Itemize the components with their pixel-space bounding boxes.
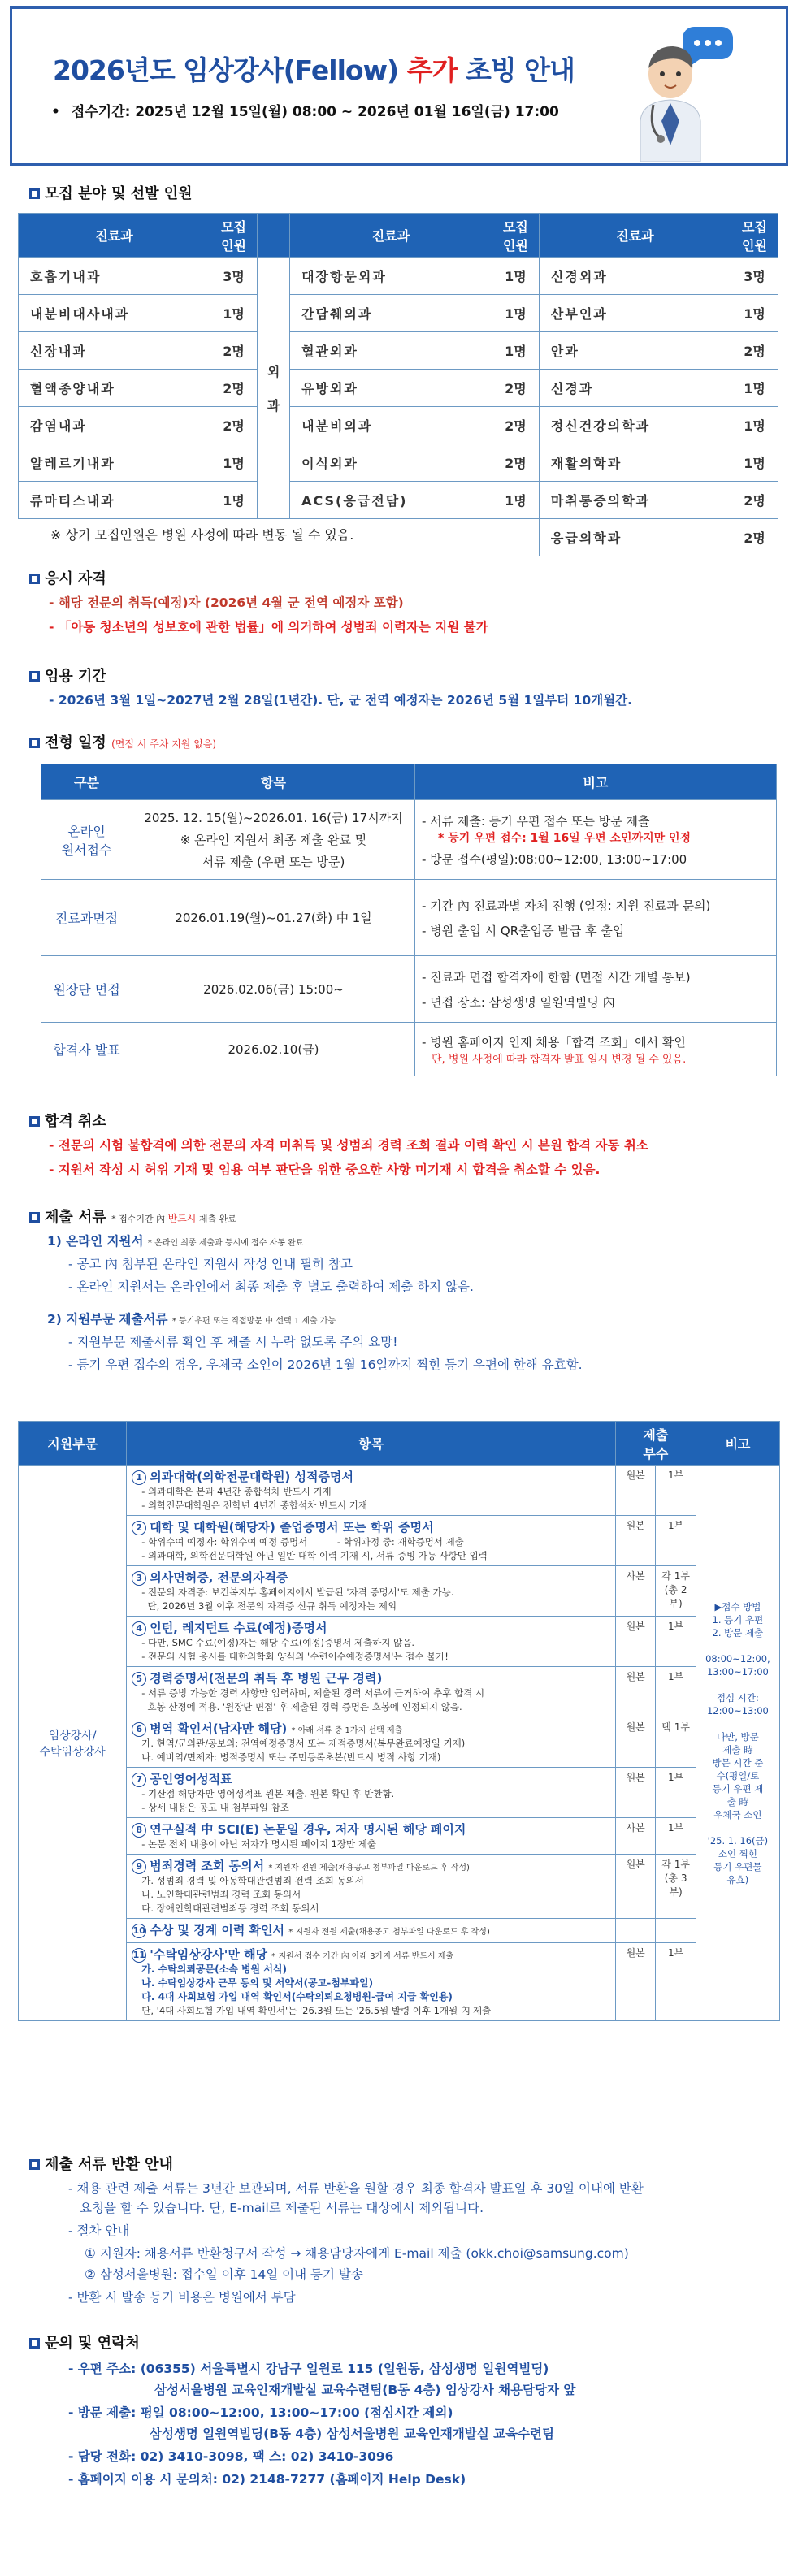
- col-dept-1: 진료과: [19, 214, 210, 258]
- col-dept-3: 진료과: [539, 214, 731, 258]
- doc-item: 6 병역 확인서(남자만 해당) * 아래 서류 중 1가지 선택 제출 가. 현역/군의관/공보의: 전역예정증명서 또는 제적증명서(복무완료예정일 기재) 나. 예비역/면제자: 병적증명서 또는 주민등록초본(반드시 병적 사항 기재): [127, 1717, 616, 1768]
- dept-count: 1명: [492, 332, 539, 370]
- doc-type: 원본: [615, 1768, 655, 1818]
- dept-name: 신경외과: [539, 258, 731, 295]
- online-line-1: - 공고 內 첨부된 온라인 지원서 작성 안내 필히 참고: [68, 1257, 353, 1271]
- paper-line-2: - 등기 우편 접수의 경우, 우체국 소인이 2026년 1월 16일까지 찍힌 등기 우편에 한해 유효함.: [68, 1357, 583, 1372]
- schedule-row-dept-interview: 진료과면접: [41, 880, 132, 956]
- doc-item: 7 공인영어성적표 - 기산점 해당자만 영어성적표 원본 제출. 원본 확인 후 반환함. - 상세 내용은 공고 내 첨부파일 참조: [127, 1768, 616, 1818]
- doc-type: 원본: [615, 1617, 655, 1667]
- return-line-5: - 반환 시 발송 등기 비용은 병원에서 부담: [68, 2290, 296, 2305]
- dept-count: 3명: [731, 258, 778, 295]
- dept-name: 대장항문외과: [290, 258, 492, 295]
- return-line-4: ② 삼성서울병원: 접수일 이후 14일 이내 등기 발송: [85, 2267, 363, 2282]
- dept-count: 1명: [731, 407, 778, 444]
- dept-name: 재활의학과: [539, 444, 731, 482]
- dept-name: 안과: [539, 332, 731, 370]
- docs-col-count: 제출 부수: [615, 1422, 696, 1466]
- dept-count: 1명: [492, 295, 539, 332]
- doctor-illustration-icon: [634, 24, 739, 162]
- doc-count: 1부: [656, 1943, 696, 2021]
- dept-count: 2명: [731, 482, 778, 519]
- schedule-row-online: 온라인 원서접수: [41, 800, 132, 880]
- docs-col-remark: 비고: [696, 1422, 779, 1466]
- doc-type: 원본: [615, 1466, 655, 1516]
- documents-table: [18, 1421, 780, 2021]
- dept-name: 내분비대사내과: [19, 295, 210, 332]
- dept-name: 감염내과: [19, 407, 210, 444]
- cancel-line-2: - 지원서 작성 시 허위 기재 및 임용 여부 판단을 위한 중요한 사항 미기재 시 합격을 취소할 수 있음.: [49, 1162, 601, 1177]
- section-schedule-title: 전형 일정 (면접 시 주차 지원 없음): [29, 731, 216, 752]
- section-recruit-title: 모집 분야 및 선발 인원: [29, 182, 193, 203]
- header-box: [10, 6, 788, 166]
- schedule-col-item: 항목: [132, 764, 415, 800]
- doc-item: 11 '수탁임상강사'만 해당 * 지원서 접수 기간 內 아래 3가지 서류 반드시 제출 가. 수탁의뢰공문(소속 병원 서식) 나. 수탁임상강사 근무 동의 및 서약서(공고-첨부파일) 다. 4대 사회보험 가입 내역 확인서(수탁의뢰요청병원-급여 지급 확인용) 단, '4대 사회보험 가입 내역 확인서'는 '26.3월 또는 '26.5월 발령 이후 1개월 內 제출: [127, 1943, 616, 2021]
- col-num-1: 모집 인원: [210, 214, 258, 258]
- section-qualification-title: 응시 자격: [29, 567, 106, 588]
- doc-type: 사본: [615, 1566, 655, 1617]
- docs-remark: ▶접수 방법 1. 등기 우편 2. 방문 제출 08:00~12:00, 13:00~17:00 점심 시간: 12:00~13:00 다만, 방문 제출 時 방문 시간 준 수(평일/토 등기 우편 제 출 時 우체국 소인 '25. 1. 16(금) 소인 찍힌 등기 우편물 유효): [696, 1466, 779, 2021]
- schedule-row-director-interview: 원장단 면접: [41, 956, 132, 1023]
- doc-count: [656, 1919, 696, 1943]
- doc-type: 원본: [615, 1516, 655, 1566]
- recruit-table: [18, 213, 778, 556]
- dept-count: 1명: [492, 482, 539, 519]
- dept-count: 3명: [210, 258, 258, 295]
- doc-type: 원본: [615, 1855, 655, 1919]
- docs-part-label: 임상강사/ 수탁임상강사: [19, 1466, 127, 2021]
- doc-type: 원본: [615, 1717, 655, 1768]
- dept-count: 2명: [210, 370, 258, 407]
- dept-count: 2명: [492, 370, 539, 407]
- schedule-col-type: 구분: [41, 764, 132, 800]
- qualification-line-1: - 해당 전문의 취득(예정)자 (2026년 4월 군 전역 예정자 포함): [49, 595, 404, 610]
- dept-name: 간담췌외과: [290, 295, 492, 332]
- doc-count: 1부: [656, 1617, 696, 1667]
- dept-name: 유방외과: [290, 370, 492, 407]
- docs-col-part: 지원부문: [19, 1422, 127, 1466]
- dept-count: 2명: [210, 407, 258, 444]
- dept-count: 2명: [492, 407, 539, 444]
- recruit-note: ※ 상기 모집인원은 병원 사정에 따라 변동 될 수 있음.: [50, 527, 354, 543]
- dept-name: 마취통증의학과: [539, 482, 731, 519]
- doc-count: 1부: [656, 1466, 696, 1516]
- dept-name: 이식외과: [290, 444, 492, 482]
- dept-name: 산부인과: [539, 295, 731, 332]
- doc-count: 각 1부 (총 2부): [656, 1566, 696, 1617]
- dept-name: 호흡기내과: [19, 258, 210, 295]
- section-contact-title: 문의 및 연락처: [29, 2331, 140, 2353]
- doc-item: 9 범죄경력 조회 동의서 * 지원자 전원 제출(채용공고 첨부파일 다운로드 후 작성) 가. 성범죄 경력 및 아동학대관련범죄 전력 조회 동의서 나. 노인학대관련범죄 경력 조회 동의서 다. 장애인학대관련범죄등 경력 조회 동의서: [127, 1855, 616, 1919]
- contact-address-2: 삼성서울병원 교육인재개발실 교육수련팀(B동 4층) 임상강사 채용담당자 앞: [154, 2383, 576, 2397]
- dept-name: 혈액종양내과: [19, 370, 210, 407]
- col-dept-2: 진료과: [290, 214, 492, 258]
- return-line-1b: 요청을 할 수 있습니다. 단, E-mail로 제출된 서류는 대상에서 제외됩니다.: [80, 2201, 484, 2215]
- contact-visit-2: 삼성생명 일원역빌딩(B동 4층) 삼성서울병원 교육인재개발실 교육수련팀: [150, 2427, 554, 2441]
- dept-name: 알레르기내과: [19, 444, 210, 482]
- dept-name: 응급의학과: [539, 519, 731, 556]
- dept-name: 내분비외과: [290, 407, 492, 444]
- doc-item: 3 의사면허증, 전문의자격증 - 전문의 자격증: 보건복지부 홈페이지에서 발급된 '자격 증명서'도 제출 가능. 단, 2026년 3월 이후 전문의 자격증 신규 취득 예정자는 제외: [127, 1566, 616, 1617]
- contact-visit: - 방문 제출: 평일 08:00~12:00, 13:00~17:00 (점심시간 제외): [68, 2405, 453, 2420]
- schedule-col-note: 비고: [415, 764, 777, 800]
- dept-name: 신경과: [539, 370, 731, 407]
- doc-count: 1부: [656, 1818, 696, 1855]
- dept-name: 신장내과: [19, 332, 210, 370]
- paper-line-1: - 지원부문 제출서류 확인 후 제출 시 누락 없도록 주의 요망!: [68, 1335, 398, 1349]
- doc-item: 8 연구실적 中 SCI(E) 논문일 경우, 저자 명시된 해당 페이지 - 논문 전체 내용이 아닌 저자가 명시된 페이지 1장만 제출: [127, 1818, 616, 1855]
- dept-count: 1명: [731, 295, 778, 332]
- section-cancel-title: 합격 취소: [29, 1110, 106, 1131]
- cancel-line-1: - 전문의 시험 불합격에 의한 전문의 자격 미취득 및 성범죄 경력 조회 결과 이력 확인 시 본원 합격 자동 취소: [49, 1138, 648, 1153]
- doc-count: 1부: [656, 1516, 696, 1566]
- doc-type: 사본: [615, 1818, 655, 1855]
- schedule-row-announcement: 합격자 발표: [41, 1023, 132, 1076]
- dept-count: 1명: [731, 444, 778, 482]
- doc-count: 택 1부: [656, 1717, 696, 1768]
- section-term-title: 임용 기간: [29, 665, 106, 686]
- dept-name: 류마티스내과: [19, 482, 210, 519]
- surgery-group-label: 외 과: [258, 258, 290, 519]
- online-application-heading: 1) 온라인 지원서 * 온라인 최종 제출과 등시에 접수 자동 완료: [47, 1234, 304, 1249]
- return-line-3: ① 지원자: 채용서류 반환청구서 작성 → 채용담당자에게 E-mail 제출 (okk.choi@samsung.com): [85, 2246, 629, 2261]
- return-line-2: - 절차 안내: [68, 2223, 130, 2238]
- dept-count: 2명: [731, 519, 778, 556]
- qualification-line-2: - 「아동 청소년의 성보호에 관한 법률」에 의거하여 성범죄 이력자는 지원 불가: [49, 620, 488, 634]
- doc-count: 1부: [656, 1667, 696, 1717]
- dept-count: 2명: [731, 332, 778, 370]
- doc-item: 4 인턴, 레지던트 수료(예정)증명서 - 다만, SMC 수료(예정)자는 해당 수료(예정)증명서 제출하지 않음. - 전문의 시험 응시를 대한의학회 양식의 '수련이수예정증명서'는 접수 불가!: [127, 1617, 616, 1667]
- doc-count: 각 1부 (총 3부): [656, 1855, 696, 1919]
- schedule-table: 구분 항목 비고 온라인 원서접수 2025. 12. 15(월)~2026.01. 16(금) 17시까지 ※ 온라인 지원서 최종 제출 완료 및 서류 제출 (우편 또는 방문) - 서류 제출: 등기 우편 접수 또는 방문 제출 * 등기 우편 접수: 1월 16일 우편 소인까지만 인정 - 방문 접수(평일):08:00~12:00, 13:00~17:00 진료과면접 2026.01.19(월)~01.27(화) 中 1일 - 기간 內 진료과별 자체 진행 (일정: 지원 진료과 문의) - 병원 출입 시 QR출입증 발급 후 출입 원장단 면접 2026.02.06(금) 15:00~ - 진료과 면접 합격자에 한함 (면접 시간 개별 통보) - 면접 장소: 삼성생명 일원역빌딩 內 합격자 발표 2026.02.10(금) - 병원 홈페이지 인재 채용「합격 조회」에서 확인 단, 병원 사정에 따라 합격자 발표 일시 변경 될 수 있음.: [41, 764, 777, 1076]
- docs-col-item: 항목: [127, 1422, 616, 1466]
- doc-type: 원본: [615, 1943, 655, 2021]
- dept-count: 1명: [210, 482, 258, 519]
- dept-name: 정신건강의학과: [539, 407, 731, 444]
- contact-helpdesk: - 홈페이지 이용 시 문의처: 02) 2148-7277 (홈페이지 Help Desk): [68, 2472, 466, 2487]
- doc-count: 1부: [656, 1768, 696, 1818]
- contact-address: - 우편 주소: (06355) 서울특별시 강남구 일원로 115 (일원동, 삼성생명 일원역빌딩): [68, 2362, 549, 2376]
- dept-count: 1명: [210, 295, 258, 332]
- section-documents-title: 제출 서류 * 접수기간 內 반드시 제출 완료: [29, 1206, 236, 1227]
- paper-docs-heading: 2) 지원부문 제출서류 * 등기우편 또는 직접방문 中 선택 1 제출 가능: [47, 1312, 336, 1327]
- dept-count: 1명: [731, 370, 778, 407]
- dept-count: 2명: [492, 444, 539, 482]
- doc-item: 5 경력증명서(전문의 취득 후 병원 근무 경력) - 서류 증빙 가능한 경력 사항만 입력하며, 제출된 경력 서류에 근거하여 추후 합격 시 호봉 산정에 적용. '원장단 면접' 후 제출된 경력 증명은 호봉에 인정되지 않음.: [127, 1667, 616, 1717]
- dept-count: 1명: [210, 444, 258, 482]
- application-period: • 접수기간: 2025년 12월 15일(월) 08:00 ~ 2026년 01월 16일(금) 17:00: [51, 104, 559, 120]
- doc-type: [615, 1919, 655, 1943]
- doc-type: 원본: [615, 1667, 655, 1717]
- dept-count: 1명: [492, 258, 539, 295]
- return-line-1: - 채용 관련 제출 서류는 3년간 보관되며, 서류 반환을 원할 경우 최종 합격자 발표일 후 30일 이내에 반환: [68, 2181, 644, 2196]
- contact-phone: - 담당 전화: 02) 3410-3098, 팩 스: 02) 3410-3096: [68, 2449, 394, 2464]
- doc-item: 1 의과대학(의학전문대학원) 성적증명서 - 의과대학은 본과 4년간 종합석차 반드시 기재 - 의학전문대학원은 전학년 4년간 종합석차 반드시 기재: [127, 1466, 616, 1516]
- section-return-title: 제출 서류 반환 안내: [29, 2153, 173, 2174]
- doc-item: 10 수상 및 징계 이력 확인서 * 지원자 전원 제출(채용공고 첨부파일 다운로드 후 작성): [127, 1919, 616, 1943]
- online-line-2: - 온라인 지원서는 온라인에서 최종 제출 후 별도 출력하여 제출 하지 않음.: [68, 1279, 474, 1294]
- dept-name: ACS(응급전담): [290, 482, 492, 519]
- dept-count: 2명: [210, 332, 258, 370]
- dept-name: 혈관외과: [290, 332, 492, 370]
- col-num-3: 모집 인원: [731, 214, 778, 258]
- col-num-2: 모집 인원: [492, 214, 539, 258]
- page-title: 2026년도 임상강사(Fellow) 추가 초빙 안내: [53, 54, 575, 86]
- term-line: - 2026년 3월 1일~2027년 2월 28일(1년간). 단, 군 전역 예정자는 2026년 5월 1일부터 10개월간.: [49, 693, 633, 708]
- doc-item: 2 대학 및 대학원(해당자) 졸업증명서 또는 학위 증명서 - 학위수여 예정자: 학위수여 예정 증명서 - 학위과정 중: 재학증명서 제출 - 의과대학, 의학전문대학원 아닌 일반 대학 이력 기재 시, 서류 증빙 가능 사항만 입력: [127, 1516, 616, 1566]
